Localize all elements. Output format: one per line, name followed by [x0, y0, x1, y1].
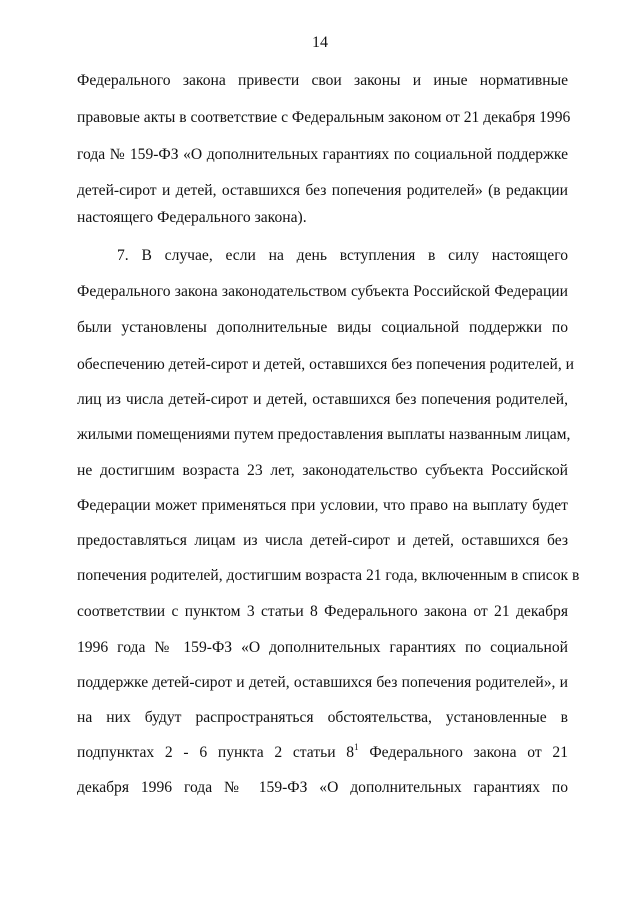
- page-number: 14: [312, 34, 328, 51]
- text-line: поддержке детей-сирот и детей, оставшихся без попечения родителей», и: [77, 674, 568, 691]
- text-line-with-superscript: [77, 743, 568, 763]
- text-line: правовые акты в соответствие с Федеральным законом от 21 декабря 1996: [77, 109, 571, 126]
- text-line: 1996 года № 159-ФЗ «О дополнительных гарантиях по социальной: [77, 639, 568, 656]
- text-line: предоставляться лицам из числа детей-сирот и детей, оставшихся без: [77, 532, 568, 549]
- text-line: не достигшим возраста 23 лет, законодательство субъекта Российской: [77, 462, 568, 479]
- text-line: декабря 1996 года № 159-ФЗ «О дополнительных гарантиях по: [77, 779, 568, 796]
- text-line: Федерального закона привести свои законы и иные нормативные: [77, 72, 568, 89]
- text-line: Федерации может применяться при условии, что право на выплату будет: [77, 497, 568, 514]
- superscript-line-start: подпунктах 2 - 6 пункта 2 статьи 8: [77, 744, 355, 761]
- text-line: лиц из числа детей-сирот и детей, оставшихся без попечения родителей,: [77, 391, 568, 408]
- text-line: попечения родителей, достигшим возраста 21 года, включенным в список в: [77, 567, 580, 584]
- paragraph-7-first-line: 7. В случае, если на день вступления в силу настоящего: [117, 247, 568, 264]
- text-line: года № 159-ФЗ «О дополнительных гарантиях по социальной поддержке: [77, 146, 568, 163]
- text-line: на них будут распространяться обстоятельства, установленные в: [77, 709, 568, 726]
- text-line: настоящего Федерального закона).: [77, 209, 307, 226]
- text-line: были установлены дополнительные виды социальной поддержки по: [77, 319, 568, 336]
- text-line: детей-сирот и детей, оставшихся без попечения родителей» (в редакции: [77, 182, 568, 199]
- superscript-number: 1: [354, 741, 359, 752]
- text-line: Федерального закона законодательством субъекта Российской Федерации: [77, 283, 568, 300]
- text-line: соответствии с пунктом 3 статьи 8 Федерального закона от 21 декабря: [77, 603, 568, 620]
- superscript-line-end: Федерального закона от 21: [358, 744, 568, 761]
- text-line: обеспечению детей-сирот и детей, оставшихся без попечения родителей, и: [77, 356, 574, 373]
- text-line: жилыми помещениями путем предоставления выплаты названным лицам,: [77, 426, 571, 443]
